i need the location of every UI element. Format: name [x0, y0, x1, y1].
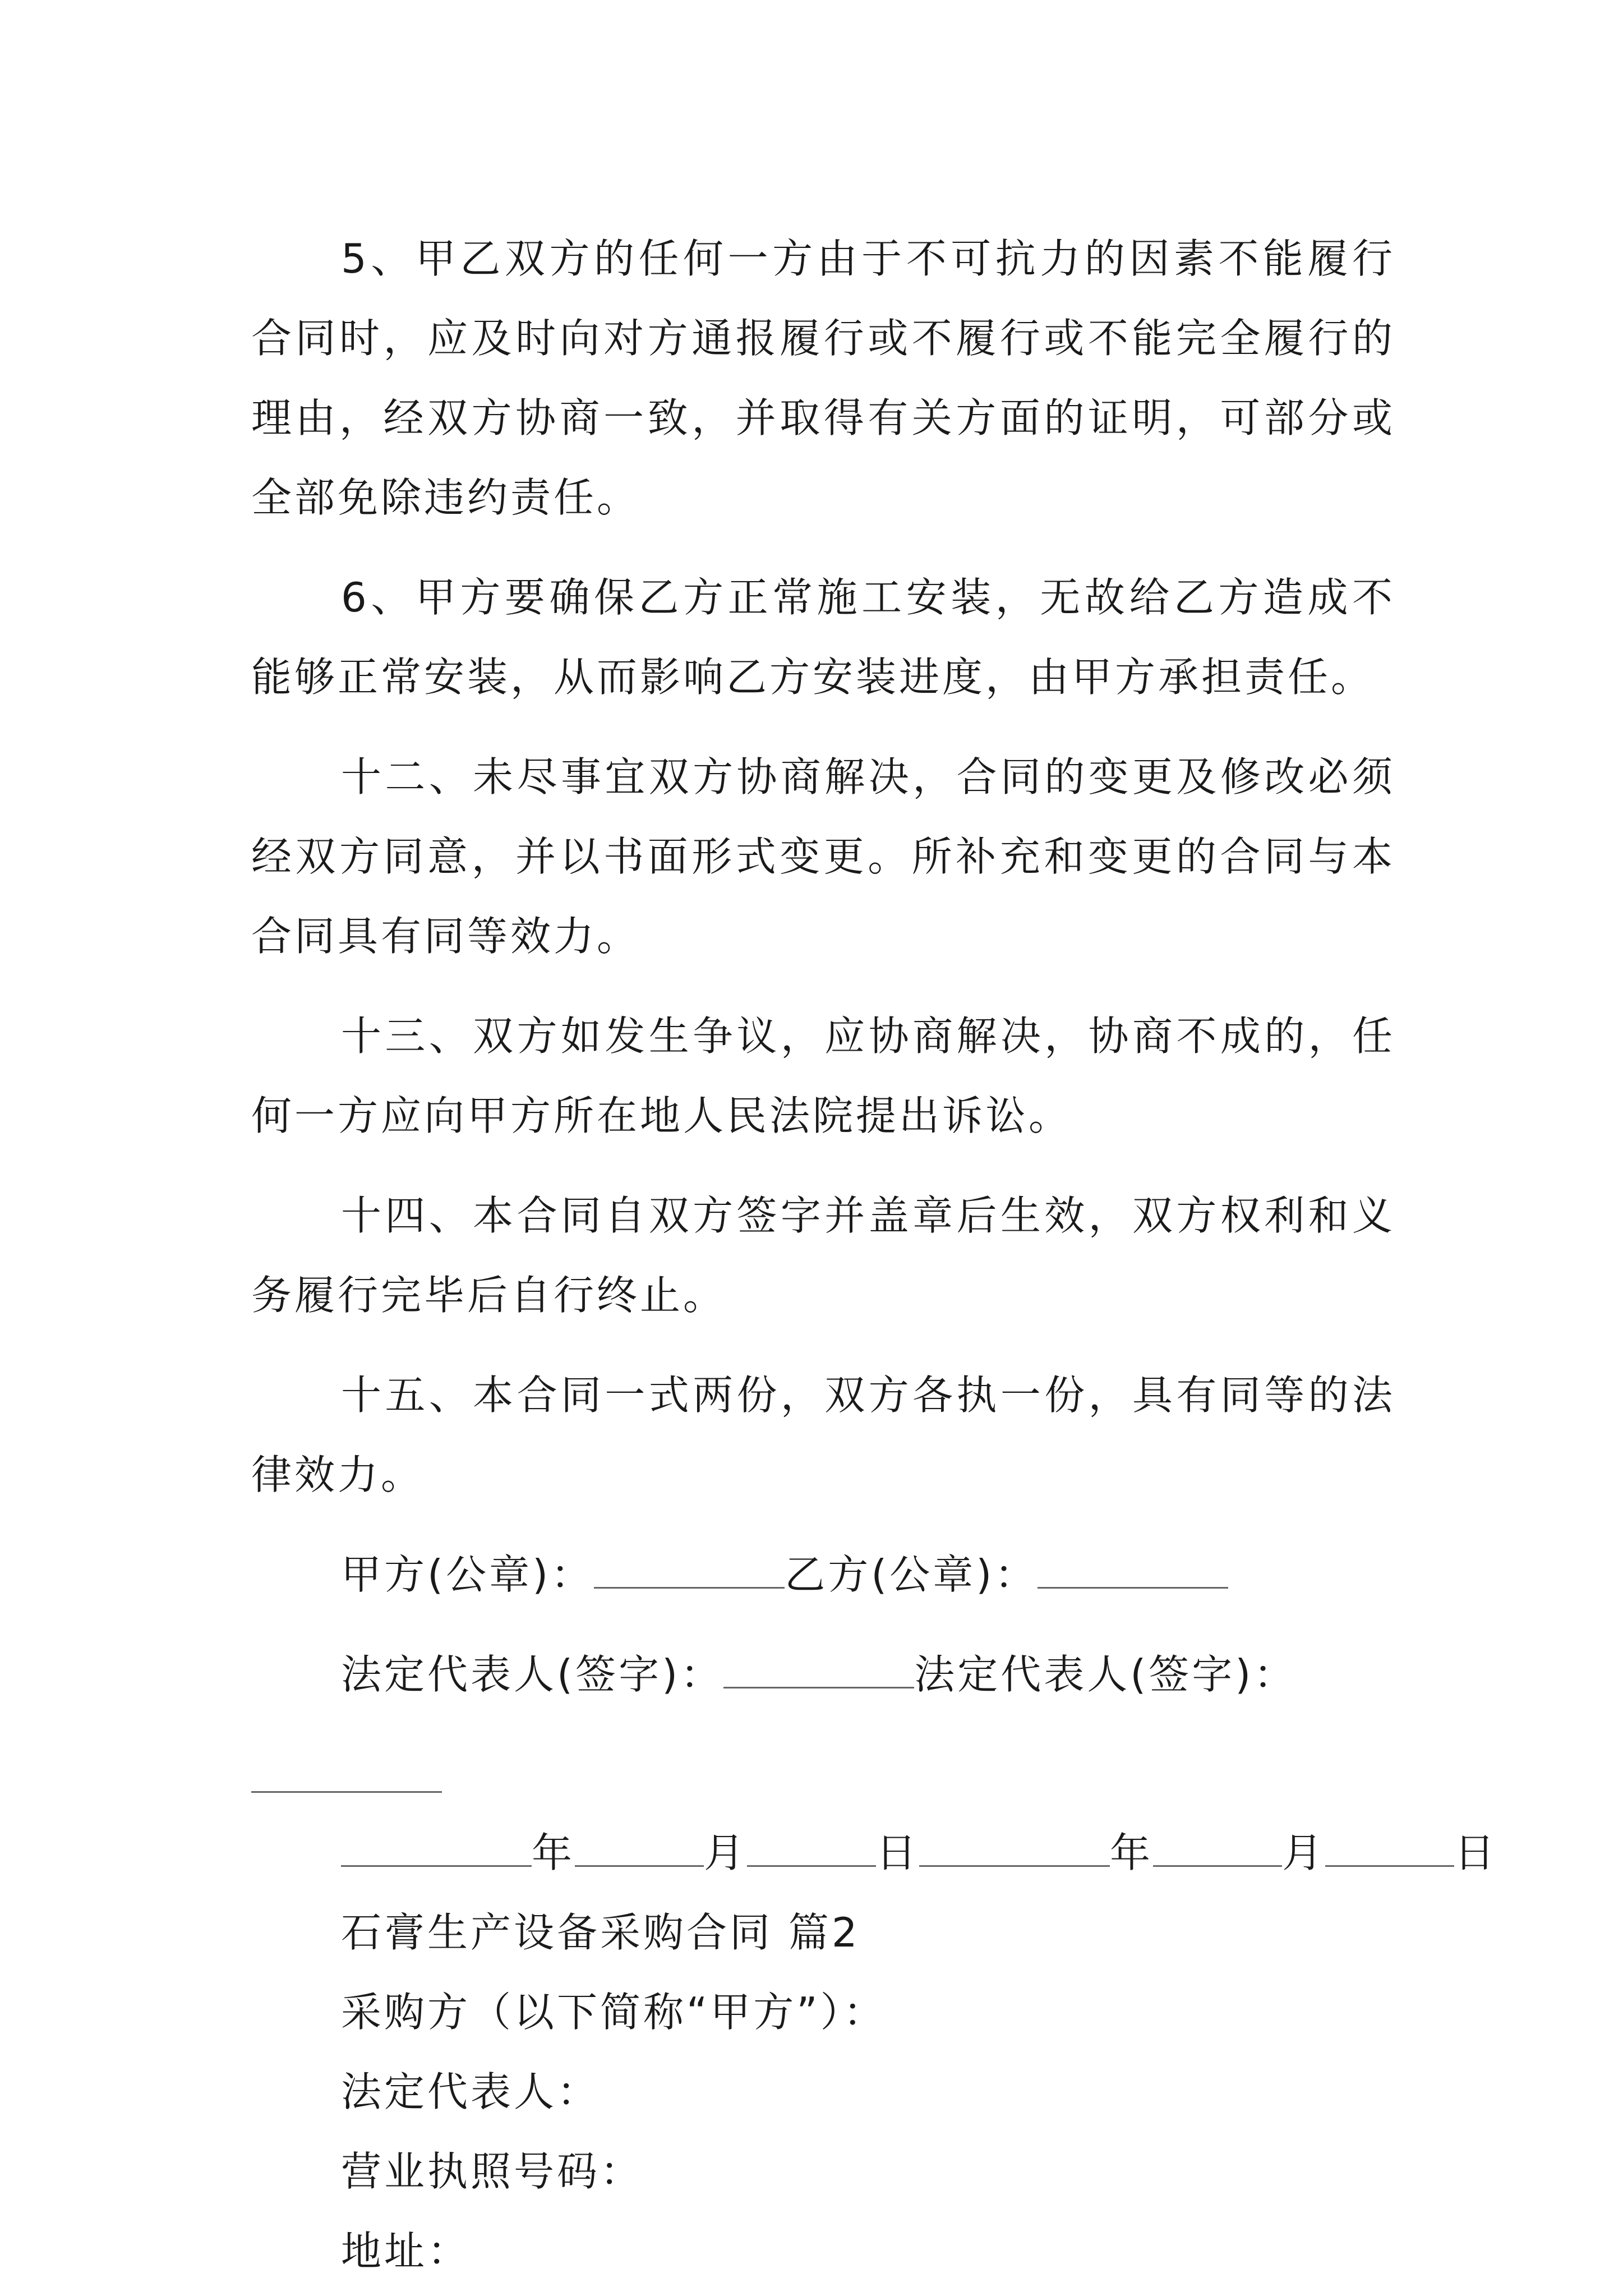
day-a-label: 日: [876, 1829, 920, 1876]
month-b-blank[interactable]: [1153, 1832, 1282, 1867]
clause-13: 十三、双方如发生争议，应协商解决，协商不成的，任何一方应向甲方所在地人民法院提出诉讼。: [251, 1013, 1395, 1139]
month-a-label: 月: [704, 1829, 748, 1876]
date-line: [251, 1813, 1498, 1893]
rep-a-label: 法定代表人(签字)：: [341, 1651, 724, 1698]
day-b-label: 日: [1454, 1829, 1498, 1876]
month-a-blank[interactable]: [575, 1832, 704, 1867]
year-b-label: 年: [1110, 1829, 1154, 1876]
day-a-blank[interactable]: [747, 1832, 876, 1867]
year-a-label: 年: [532, 1829, 575, 1876]
contract-page: [251, 219, 1498, 2291]
clause-5: 5、甲乙双方的任何一方由于不可抗力的因素不能履行合同时，应及时向对方通报履行或不履行或不能完全履行的理由，经双方协商一致，并取得有关方面的证明，可部分或全部免除违约责任。: [251, 235, 1395, 521]
clause-15: 十五、本合同一式两份，双方各执一份，具有同等的法律效力。: [251, 1372, 1395, 1498]
legal-rep-field: 法定代表人：: [341, 2068, 601, 2115]
license-field: 营业执照号码：: [341, 2148, 644, 2195]
clause-12: 十二、未尽事宜双方协商解决，合同的变更及修改必须经双方同意，并以书面形式变更。所补充和变更的合同与本合同具有同等效力。: [251, 753, 1395, 960]
party-a-seal-blank[interactable]: [594, 1553, 785, 1589]
year-b-blank[interactable]: [919, 1832, 1110, 1867]
rep-b-label: 法定代表人(签字)：: [914, 1651, 1297, 1698]
seal-line: [251, 1535, 1395, 1614]
month-b-label: 月: [1282, 1829, 1326, 1876]
party-b-seal-label: 乙方(公章)：: [785, 1551, 1038, 1598]
clause-14: 十四、本合同自双方签字并盖章后生效，双方权利和义务履行完毕后自行终止。: [251, 1192, 1395, 1319]
rep-b-blank[interactable]: [251, 1714, 442, 1793]
representative-line: [251, 1635, 1395, 1714]
party-a-seal-label: 甲方(公章)：: [341, 1551, 594, 1598]
party-b-seal-blank[interactable]: [1038, 1553, 1228, 1589]
address-field: 地址：: [341, 2228, 471, 2275]
rep-a-blank[interactable]: [723, 1653, 914, 1688]
clause-6: 6、甲方要确保乙方正常施工安装，无故给乙方造成不能够正常安装，从而影响乙方安装进度，由甲方承担责任。: [251, 574, 1395, 701]
buyer-field: 采购方（以下简称“甲方”）：: [341, 1989, 887, 2036]
section2-title: 石膏生产设备采购合同 篇2: [341, 1909, 860, 1956]
day-b-blank[interactable]: [1325, 1832, 1454, 1867]
year-a-blank[interactable]: [341, 1832, 532, 1867]
